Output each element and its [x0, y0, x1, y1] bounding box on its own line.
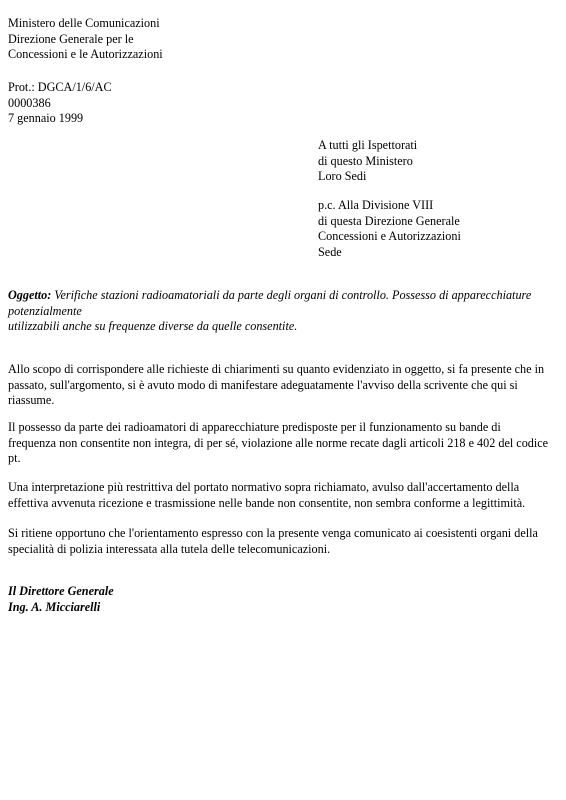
body-paragraph — [8, 526, 560, 557]
cc-block — [318, 198, 461, 260]
paragraph-line: frequenza non consentite non integra, di per sé, violazione alle norme recate dagli articoli 218 e 402 del codice — [8, 435, 549, 450]
subject-text-line: utilizzabili anche su frequenze diverse da quelle consentite. — [8, 319, 298, 333]
body-paragraph — [8, 420, 560, 467]
signatory-name: Ing. A. Micciarelli — [8, 599, 101, 614]
subject-block — [8, 288, 558, 335]
protocol-reference: Prot.: DGCA/1/6/AC — [8, 80, 112, 94]
paragraph-line: effettiva avvenuta ricezione e trasmissione nelle bande non consentite, non sembra conforme a legittimità. — [8, 495, 526, 510]
paragraph-line: pt. — [8, 451, 21, 465]
body-paragraph — [8, 480, 560, 511]
paragraph-line: Si ritiene opportuno che l'orientamento espresso con la presente venga comunicato ai coesistenti organi della — [8, 526, 538, 540]
sender-line: Ministero delle Comunicazioni — [8, 16, 160, 30]
cc-line: di questa Direzione Generale — [318, 213, 460, 228]
subject-text-line: potenzialmente — [8, 303, 82, 318]
recipient-line: A tutti gli Ispettorati — [318, 138, 418, 152]
sender-line: Direzione Generale per le — [8, 31, 134, 46]
paragraph-line: passato, sull'argomento, si è avuto modo di manifestare adeguatamente l'avviso della scrivente che qui si — [8, 377, 518, 392]
recipient-line: di questo Ministero — [318, 153, 413, 168]
signatory-title: Il Direttore Generale — [8, 584, 114, 598]
sender-line: Concessioni e le Autorizzazioni — [8, 47, 163, 61]
paragraph-line: Una interpretazione più restrittiva del portato normativo sopra richiamato, avulso dall'accertamento della — [8, 480, 520, 494]
paragraph-line: Allo scopo di corrispondere alle richieste di chiarimenti su quanto evidenziato in oggetto, si fa presente che in — [8, 362, 545, 376]
protocol-number: 0000386 — [8, 95, 51, 110]
recipient-line: Loro Sedi — [318, 169, 367, 183]
sender-header — [8, 16, 163, 63]
subject-text-line: Verifiche stazioni radioamatoriali da parte degli organi di controllo. Possesso di apparecchiature — [54, 288, 532, 302]
cc-line: Concessioni e Autorizzazioni — [318, 229, 461, 243]
paragraph-line: riassume. — [8, 393, 55, 407]
cc-line: p.c. Alla Divisione VIII — [318, 198, 434, 212]
cc-line: Sede — [318, 244, 342, 259]
signature-block — [8, 584, 114, 615]
protocol-date: 7 gennaio 1999 — [8, 111, 84, 125]
paragraph-line: Il possesso da parte dei radioamatori di apparecchiature predisposte per il funzionamento su bande di — [8, 420, 501, 434]
subject-label: Oggetto: — [8, 288, 52, 302]
protocol-block — [8, 80, 112, 127]
paragraph-line: specialità di polizia interessata alla tutela delle telecomunicazioni. — [8, 541, 331, 556]
body-paragraph — [8, 362, 560, 409]
recipients-block — [318, 138, 417, 185]
subject-first-line — [8, 288, 558, 304]
